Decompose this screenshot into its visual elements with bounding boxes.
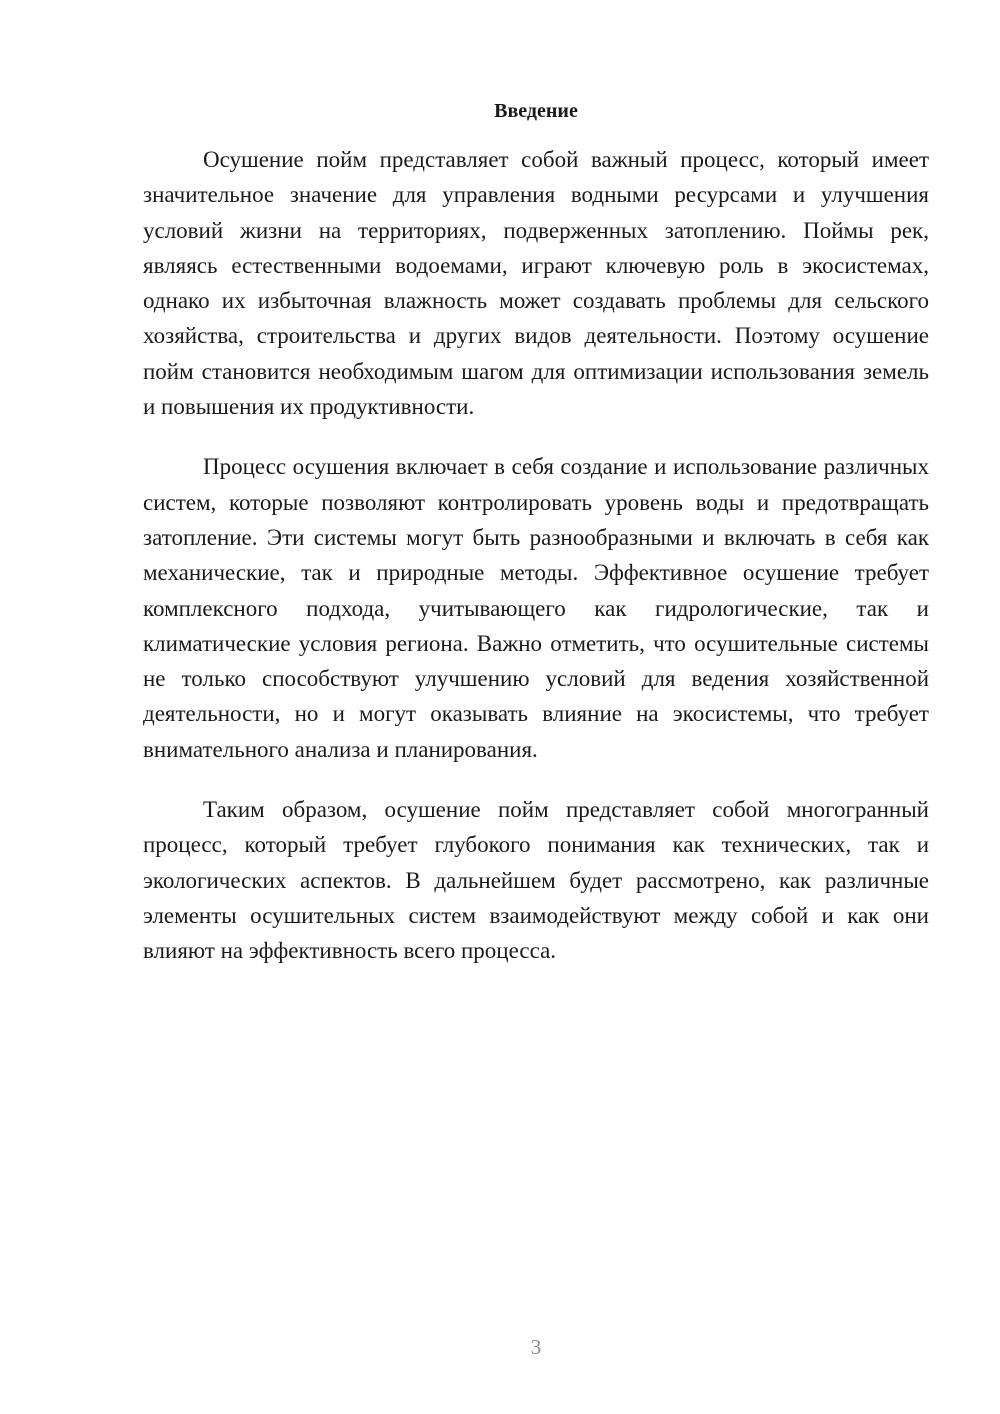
paragraph-3: Таким образом, осушение пойм представляет собой многогранный процесс, который требует глубокого понимания как технических, так и экологических аспектов. В дальнейшем будет рассмотрено, как различные элементы осушительных систем взаимодействуют между собой и как они влияют на эффективность всего процесса. [143, 797, 929, 964]
section-heading: Введение [494, 100, 578, 122]
page-number: 3 [530, 1335, 542, 1359]
paragraph-2: Процесс осушения включает в себя создание и использование различных систем, которые позволяют контролировать уровень воды и предотвращать затопление. Эти системы могут быть разнообразными и включать в себя как механические, так и природные методы. Эффективное осушение требует комплексного подхода, учитывающего как гидрологические, так и климатические условия региона. Важно отметить, что осушительные системы не только способствуют улучшению условий для ведения хозяйственной деятельности, но и могут оказывать влияние на экосистемы, что требует внимательного анализа и планирования. [143, 454, 929, 762]
body-text [143, 142, 929, 994]
paragraph-1: Осушение пойм представляет собой важный процесс, который имеет значительное значение для управления водными ресурсами и улучшения условий жизни на территориях, подверженных затоплению. Поймы рек, являясь естественными водоемами, играют ключевую роль в экосистемах, однако их избыточная влажность может создавать проблемы для сельского хозяйства, строительства и других видов деятельности. Поэтому осушение пойм становится необходимым шагом для оптимизации использования земель и повышения их продуктивности. [143, 147, 929, 420]
